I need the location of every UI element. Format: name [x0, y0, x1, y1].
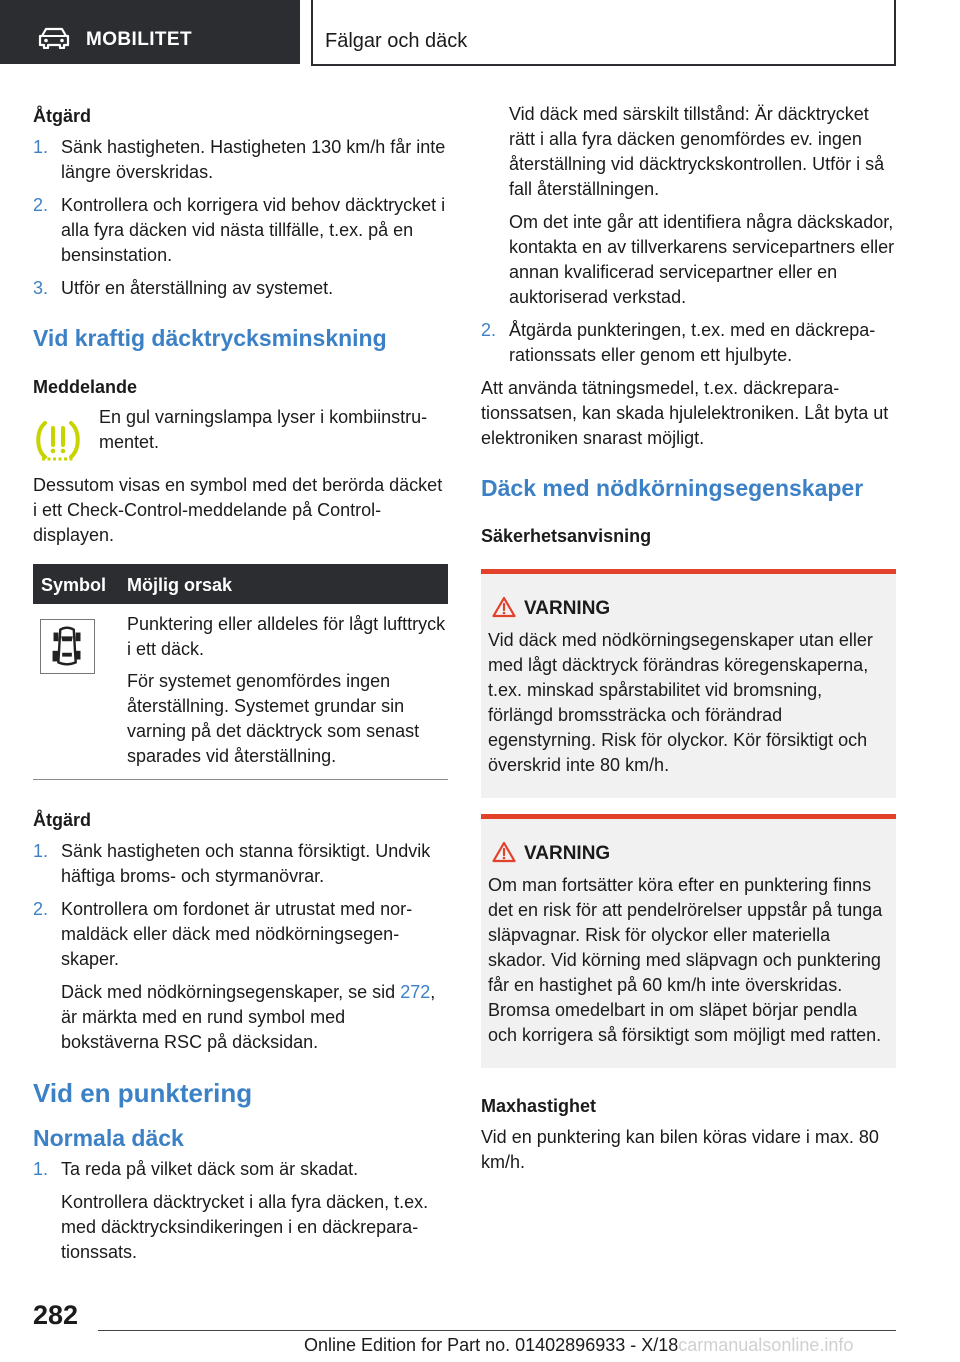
table-cell-cause-2: För systemet genomfördes ingen återställning. Systemet grundar sin varning på det däcktryck som senast sparades vid återställning. — [127, 671, 420, 766]
list-item — [481, 318, 896, 368]
symbol-intro-text: Dessutom visas en symbol med det berörda däcket i ett Check-Control-meddelande på Control-displayen. — [33, 475, 443, 545]
step-number: 1. — [33, 841, 49, 861]
run-flat-note-text-a: Däck med nödkörningsegenskaper, se sid — [61, 982, 401, 1002]
step-number: 3. — [33, 278, 49, 298]
action-heading: Åtgärd — [33, 106, 91, 126]
run-flat-note — [33, 980, 448, 1055]
footer-edition — [304, 1335, 853, 1356]
list-item — [33, 897, 448, 972]
warning-box-2 — [481, 814, 896, 1068]
footer-divider — [98, 1330, 896, 1331]
max-speed-text: Vid en punktering kan bilen köras vidare i max. 80 km/h. — [481, 1127, 879, 1172]
step-text: Utför en återställning av systemet. — [61, 278, 334, 298]
page-title: Fälgar och däck — [325, 30, 468, 52]
warning-box-1 — [481, 569, 896, 798]
safety-heading: Säkerhetsanvisning — [481, 526, 652, 546]
list-item — [33, 135, 448, 185]
normal-tire-note: Kontrollera däcktrycket i alla fyra däcken, t.ex. med däcktrycksindikeringen i en däckreparationssats. — [61, 1192, 429, 1262]
list-item — [33, 276, 448, 301]
warning-title-text: VARNING — [524, 843, 611, 864]
action-heading-2: Åtgärd — [33, 810, 91, 830]
list-item — [33, 193, 448, 268]
table-header-symbol: Symbol — [41, 575, 107, 595]
step-text: Sänk hastigheten och stanna försiktigt. Undvik häftiga broms- och styrmanövrar. — [61, 841, 431, 886]
header-section-label: MOBILITET — [86, 29, 192, 50]
message-heading: Meddelande — [33, 377, 138, 397]
warning-triangle-icon — [492, 596, 516, 618]
symbol-table — [33, 564, 448, 780]
list-item — [33, 839, 448, 889]
right-column — [481, 102, 896, 1175]
watermark-text: carmanualsonline.info — [678, 1335, 854, 1355]
page-number: 282 — [33, 1300, 79, 1330]
message-text: En gul varningslampa lyser i kombiinstrumentet. — [99, 407, 428, 452]
step-number: 1. — [33, 1159, 49, 1179]
step-number: 2. — [481, 320, 497, 340]
action-steps — [33, 135, 448, 301]
step-text: Kontrollera och korrigera vid behov däcktrycket i alla fyra däcken vid nästa tillfälle, t.ex. på en bensinstation. — [61, 195, 446, 265]
table-row — [33, 604, 448, 780]
section-heading-puncture: Vid en punktering — [33, 1078, 253, 1108]
car-tire-flat-icon — [40, 619, 95, 674]
subsection-heading-normal-tires: Normala däck — [33, 1125, 184, 1151]
table-header — [33, 564, 448, 604]
warning-body: Om man fortsätter köra efter en punktering finns det en risk för att pendelrörelser uppstår på tunga släpvagnar. Risk för olyckor eller materiella skador. Vid körning med släpvagn och punktering får en hastighet på 60 km/h inte överskridas. Bromsa omedelbart in om släpet börjar pendla och korrigera så försiktigt som möjligt med ratten. — [488, 875, 883, 1045]
max-speed-heading: Maxhastighet — [481, 1096, 597, 1116]
section-heading-run-flat: Däck med nödkörningsegenskaper — [481, 475, 864, 501]
list-item — [33, 1157, 448, 1182]
step-text: Sänk hastigheten. Hastigheten 130 km/h får inte längre överskridas. — [61, 137, 446, 182]
edition-text: Online Edition for Part no. 01402896933 - X/18 — [304, 1335, 679, 1355]
step-number: 2. — [33, 195, 49, 215]
car-icon — [38, 27, 70, 49]
sealant-text: Att använda tätningsmedel, t.ex. däckreparationssatsen, kan skada hjulelektroniken. Låt byta ut elektroniken snarast möjligt. — [481, 378, 889, 448]
normal-tire-steps — [33, 1157, 448, 1265]
step-text: Åtgärda punkteringen, t.ex. med en däckreparationssats eller genom ett hjulbyte. — [509, 320, 876, 365]
message-notice — [33, 405, 448, 463]
warning-body: Vid däck med nödkörningsegenskaper utan eller med lågt däcktryck förändras köregenskaperna, t.ex. minskad spårstabilitet vid bromsning, förlängd bromssträcka och förändrad egenstyrning. Risk för olyckor. Kör försiktigt och överskrid inte 80 km/h. — [488, 630, 873, 775]
step-number: 2. — [33, 899, 49, 919]
table-cell-cause-1: Punktering eller alldeles för lågt lufttryck i ett däck. — [127, 614, 446, 659]
step-text: Kontrollera om fordonet är utrustat med normaldäck eller däck med nödkörningsegenskaper. — [61, 899, 413, 969]
tire-pressure-warning-icon — [33, 419, 83, 463]
warning-title-text: VARNING — [524, 598, 611, 619]
warning-title — [488, 596, 888, 622]
section-heading-heavy-loss: Vid kraftig däcktrycksminskning — [33, 325, 387, 351]
action-steps-2 — [33, 839, 448, 1055]
left-column — [33, 102, 448, 1265]
page-reference-link[interactable]: 272 — [400, 982, 431, 1002]
step-text: Ta reda på vilket däck som är skadat. — [61, 1159, 359, 1179]
run-flat-note-text-b: , är märkta med en rund symbol med bokstäverna RSC på däcksidan. — [61, 982, 436, 1052]
step-number: 1. — [33, 137, 49, 157]
no-damage-text: Om det inte går att identifiera några däckskador, kontakta en av tillverkarens servicepartners eller annan kvalificerad servicepartner eller en auktoriserad verkstad. — [509, 212, 895, 307]
special-tire-text: Vid däck med särskilt tillstånd: Är däcktrycket rätt i alla fyra däcken genomfördes ev. ingen återställning vid däcktryckskontrollen. Utför i så fall återställningen. — [509, 104, 885, 199]
table-header-cause: Möjlig orsak — [127, 575, 233, 595]
warning-triangle-icon — [492, 841, 516, 863]
header-section-bar — [0, 0, 300, 64]
warning-title — [488, 841, 888, 867]
